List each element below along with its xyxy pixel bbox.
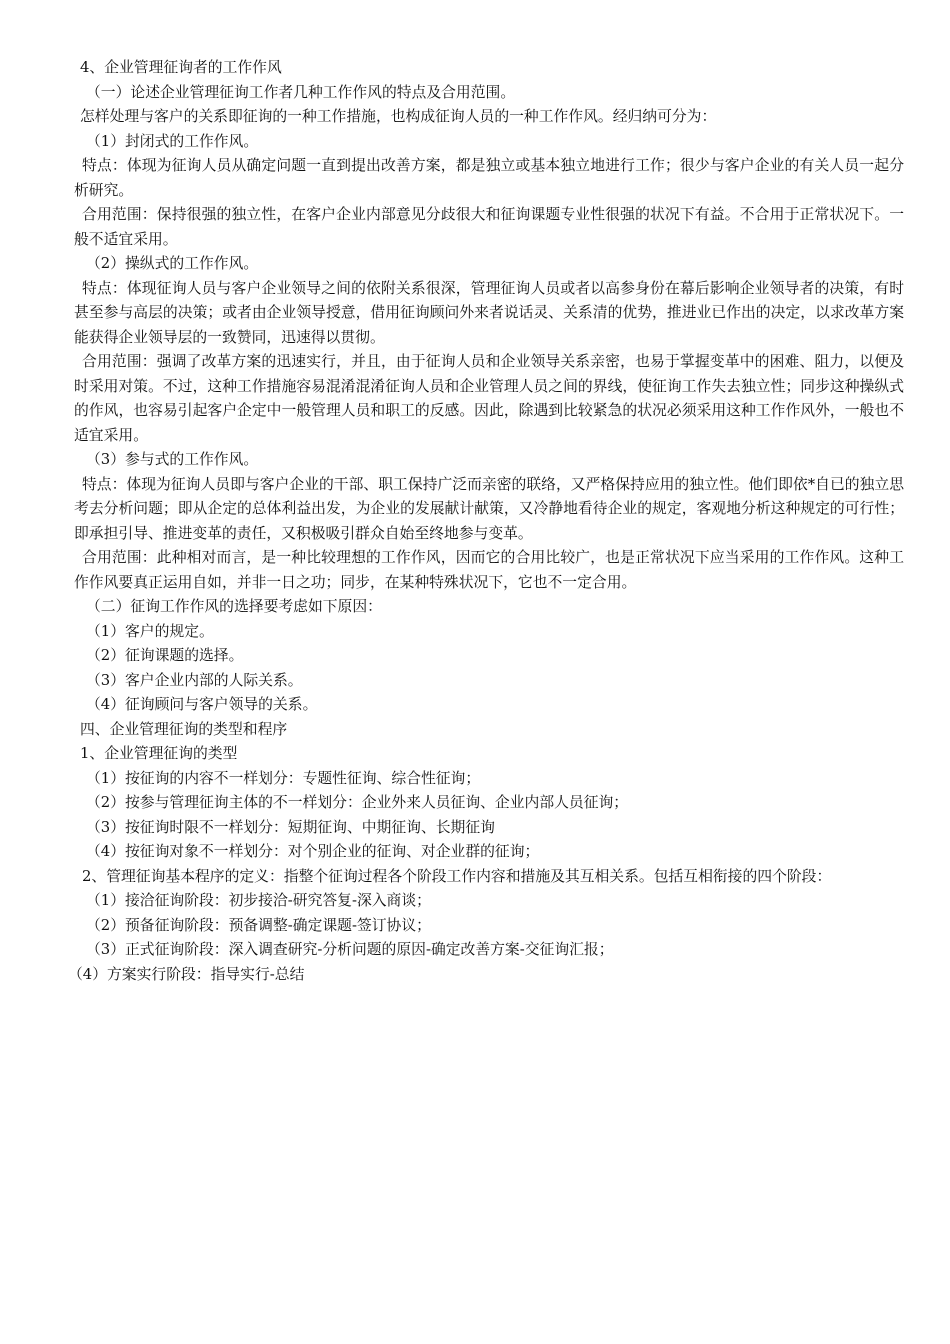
style-3-scope: 合用范围：此种相对而言，是一种比较理想的工作作风，因而它的合用比较广，也是正常状况下应当采用的工作作风。这种工作作风要真正运用自如，并非一日之功；同步，在某种特殊状况下，它也不一定合用。 — [74, 549, 904, 591]
list-item: （4）征询顾问与客户领导的关系。 — [86, 696, 318, 713]
subsection-1-title: （一）论述企业管理征询工作者几种工作作风的特点及合用范围。 — [86, 83, 516, 101]
style-2-title: （2）操纵式的工作作风。 — [86, 255, 259, 272]
style-1-title: （1）封闭式的工作作风。 — [86, 132, 259, 150]
style-2-feature: 特点：体现征询人员与客户企业领导之间的依附关系很深，管理征询人员或者以高参身份在幕后影响企业领导者的决策，有时甚至参与高层的决策；或者由企业领导授意，借用征询顾问外来者说话灵、关系清的优势，推进业已作出的决定，以求改革方案能获得企业领导层的一致赞同，迅速得以贯彻。 — [74, 279, 904, 346]
style-1-feature: 特点：体现为征询人员从确定问题一直到提出改善方案，都是独立或基本独立地进行工作；很少与客户企业的有关人员一起分析研究。 — [74, 157, 904, 199]
list-item: （3）按征询时限不一样划分：短期征询、中期征询、长期征询 — [86, 818, 495, 836]
list-item: （1）客户的规定。 — [86, 622, 214, 640]
heading-4: 4、企业管理征询者的工作作风 — [80, 59, 282, 76]
list-item: （4）按征询对象不一样划分：对个别企业的征询、对企业群的征询； — [86, 843, 540, 860]
procedure-definition: 2、管理征询基本程序的定义：指整个征询过程各个阶段工作内容和措施及其互相关系。包括互相衔接的四个阶段： — [82, 867, 832, 885]
list-item: （2）按参与管理征询主体的不一样划分：企业外来人员征询、企业内部人员征询； — [86, 794, 629, 811]
style-3-title: （3）参与式的工作作风。 — [86, 451, 259, 468]
section-4-title: 四、企业管理征询的类型和程序 — [80, 720, 288, 738]
style-2-scope: 合用范围：强调了改革方案的迅速实行，并且，由于征询人员和企业领导关系亲密，也易于掌握变革中的困难、阻力，以便及时采用对策。不过，这种工作措施容易混淆混淆征询人员和企业管理人员之间的界线，使征询工作失去独立性；同步这种操纵式的作风，也容易引起客户企定中一般管理人员和职工的反感。因此，除遇到比较紧急的状况必须采用这种工作作风外，一般也不适宜采用。 — [74, 353, 904, 444]
style-1-scope: 合用范围：保持很强的独立性，在客户企业内部意见分歧很大和征询课题专业性很强的状况下有益。不合用于正常状况下。一般不适宜采用。 — [74, 206, 904, 248]
list-item: （2）征询课题的选择。 — [86, 647, 244, 664]
list-item: （2）预备征询阶段：预备调整-确定课题-签订协议； — [86, 916, 431, 934]
types-title: 1、企业管理征询的类型 — [80, 745, 238, 762]
document-page — [68, 56, 904, 987]
procedure-last-item: （4）方案实行阶段：指导实行-总结 — [68, 965, 305, 983]
intro-paragraph: 怎样处理与客户的关系即征询的一种工作措施，也构成征询人员的一种工作作风。经归纳可分为： — [80, 108, 717, 125]
style-3-feature: 特点：体现为征询人员即与客户企业的干部、职工保持广泛而亲密的联络，又严格保持应用的独立性。他们即依*自已的独立思考去分析问题；即从企定的总体利益出发，为企业的发展献计献策，又冷静地看待企业的规定，客观地分析这种规定的可行性；即承担引导、推进变革的责任，又积极吸引群众自始至终地参与变革。 — [74, 475, 904, 542]
list-item: （1）接洽征询阶段：初步接洽-研究答复-深入商谈； — [86, 892, 431, 909]
list-item: （1）按征询的内容不一样划分：专题性征询、综合性征询； — [86, 769, 481, 787]
list-item: （3）客户企业内部的人际关系。 — [86, 671, 303, 689]
list-item: （3）正式征询阶段：深入调查研究-分析问题的原因-确定改善方案-交征询汇报； — [86, 941, 614, 958]
subsection-2-title: （二）征询工作作风的选择要考虑如下原因： — [86, 598, 382, 615]
